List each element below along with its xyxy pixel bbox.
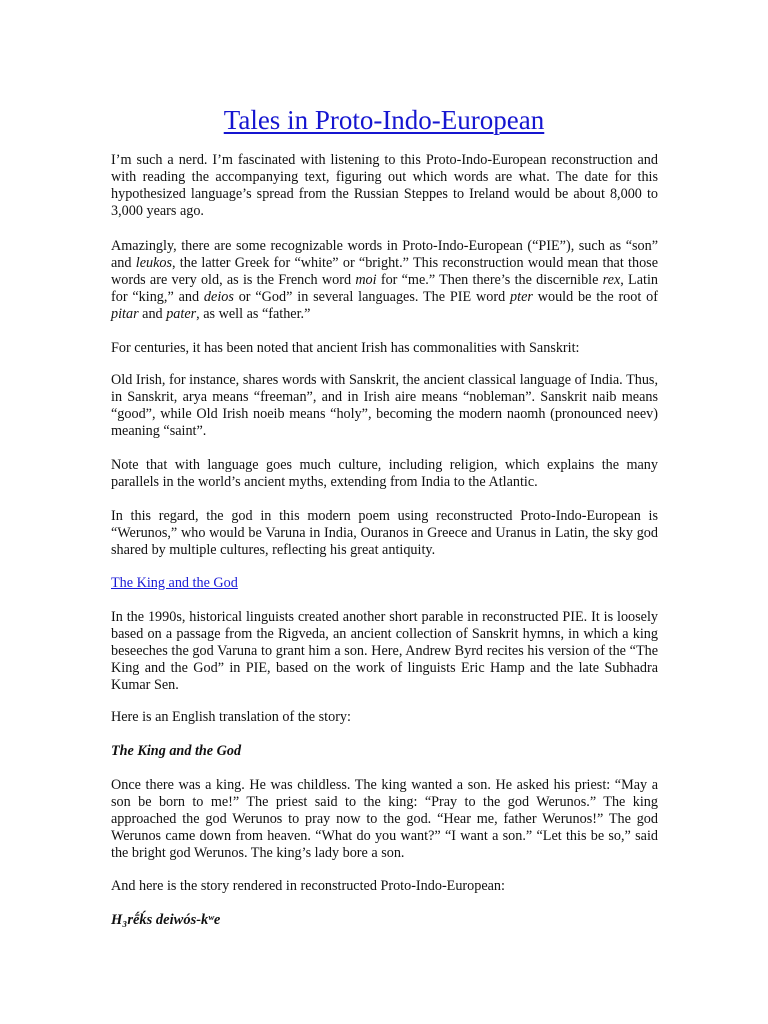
story-heading: The King and the God <box>111 743 242 759</box>
recognizable-words-paragraph: Amazingly, there are some recognizable words in Proto-Indo-European (“PIE”), such as “son” and leukos, the latter Greek for “white” or “bright.” This reconstruction would mean that those words are very old, as is the French word moi for “me.” Then there’s the discernible rex, Latin for “king,” and deios or “God” in several languages. The PIE word pter would be the root of pitar and pater, as well as “father.” <box>111 238 658 322</box>
translation-intro: Here is an English translation of the story: <box>111 709 351 725</box>
irish-sanskrit-intro: For centuries, it has been noted that ancient Irish has commonalities with Sanskrit: <box>111 340 580 356</box>
intro-paragraph: I’m such a nerd. I’m fascinated with listening to this Proto-Indo-European reconstruction and with reading the accompanying text, figuring out which words are what. The date for this hypothesized language’s spread from the Russian Steppes to Ireland would be about 8,000 to 3,000 years ago. <box>111 152 658 219</box>
king-and-god-link-line <box>111 575 658 592</box>
old-irish-paragraph: Old Irish, for instance, shares words with Sanskrit, the ancient classical language of India. Thus, in Sanskrit, arya means “freeman”, and in Irish aire means “nobleman”. Sanskrit naib means “good”, while Old Irish noeib means “holy”, becoming the modern naomh (pronounced neev) meaning “saint”. <box>111 372 658 439</box>
parable-paragraph: In the 1990s, historical linguists created another short parable in reconstructed PIE. It is loosely based on a passage from the Rigveda, an ancient collection of Sanskrit hymns, in which a king beseeches the god Varuna to grant him a son. Here, Andrew Byrd recites his version of the “The King and the God” in PIE, based on the work of linguists Eric Hamp and the late Subhadra Kumar Sen. <box>111 609 658 693</box>
story-paragraph: Once there was a king. He was childless. The king wanted a son. He asked his priest: “May a son be born to me!” The priest said to the king: “Pray to the god Werunos.” The king approached the god Werunos to pray now to the god. “Hear me, father Werunos!” The god Werunos came down from heaven. “What do you want?” “I want a son.” “Let this be so,” said the bright god Werunos. The king’s lady bore a son. <box>111 777 658 861</box>
werunos-paragraph: In this regard, the god in this modern poem using reconstructed Proto-Indo-European is “Werunos,” who would be Varuna in India, Ouranos in Greece and Uranus in Latin, the sky god shared by multiple cultures, reflecting his great antiquity. <box>111 508 658 558</box>
page-title[interactable]: Tales in Proto-Indo-European <box>223 105 545 135</box>
pie-story-heading: H₃rḗḱs deiwós-kʷe <box>111 912 221 928</box>
culture-paragraph: Note that with language goes much culture, including religion, which explains the many parallels in the world’s ancient myths, extending from India to the Atlantic. <box>111 457 658 490</box>
king-and-god-link[interactable]: The King and the God <box>111 575 238 591</box>
reconstructed-intro: And here is the story rendered in reconstructed Proto-Indo-European: <box>111 878 505 894</box>
